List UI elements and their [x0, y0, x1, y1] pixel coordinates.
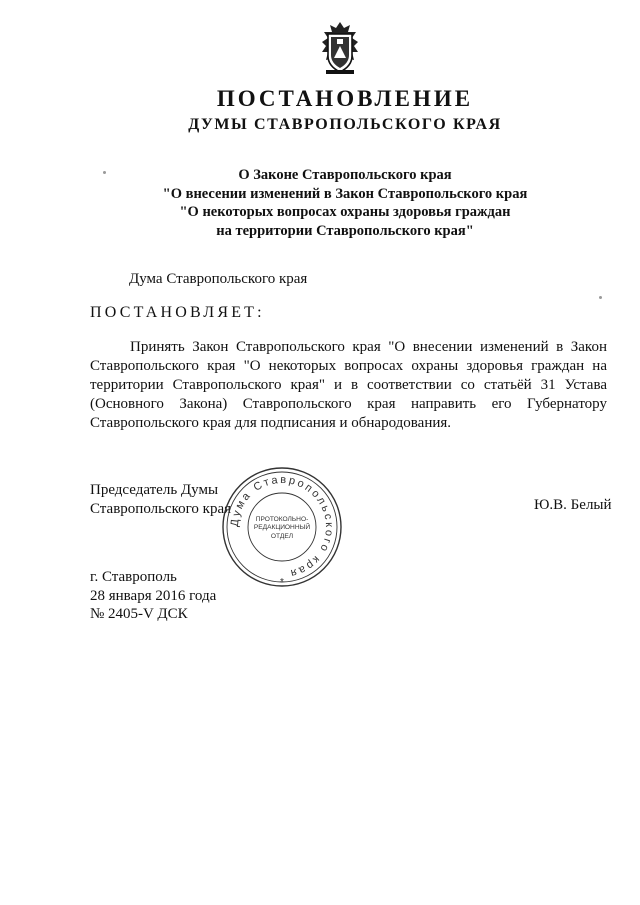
intro-line: Дума Ставропольского края: [129, 271, 308, 287]
stamp-outer-text: Дума Ставропольского края: [228, 473, 336, 580]
stamp-star: *: [280, 577, 284, 588]
signatory-name: Ю.В. Белый: [534, 497, 612, 513]
signatory-title: [90, 481, 231, 519]
scan-speck: [599, 296, 602, 299]
signatory-title-line: Ставропольского края: [90, 501, 231, 517]
stamp-inner-line: ОТДЕЛ: [270, 533, 294, 540]
scan-speck: [103, 171, 106, 174]
law-title-line: на территории Ставропольского края": [216, 222, 474, 239]
document-title: ПОСТАНОВЛЕНИЕ: [216, 86, 474, 111]
stamp-inner-line: РЕДАКЦИОННЫЙ: [253, 524, 311, 531]
place-date-block: [90, 568, 216, 624]
law-title: [0, 166, 640, 240]
place: г. Ставрополь: [90, 569, 177, 585]
official-stamp: [221, 466, 343, 588]
law-title-line: "О некоторых вопросах охраны здоровья граждан: [179, 204, 511, 220]
signatory-title-line: Председатель Думы: [90, 482, 219, 498]
coat-of-arms-icon: [318, 20, 362, 76]
law-title-line: "О внесении изменений в Закон Ставропольского края: [162, 185, 528, 202]
document-subtitle: ДУМЫ СТАВРОПОЛЬСКОГО КРАЯ: [188, 116, 502, 133]
law-title-line: О Законе Ставропольского края: [238, 167, 452, 183]
stamp-inner-line: ПРОТОКОЛЬНО-: [255, 516, 309, 523]
decree-word: ПОСТАНОВЛЯЕТ:: [90, 304, 265, 321]
resolution-body: Принять Закон Ставропольского края "О внесении изменений в Закон Ставропольского края "О некоторых вопросах охраны здоровья граждан на территории Ставропольского края" и в соответствии со статьёй 31 Устава (Основного Закона) Ставропольского края направить его Губернатору Ставропольского края для подписания и обнародования.: [90, 339, 607, 431]
document-number: № 2405-V ДСК: [90, 606, 188, 622]
date: 28 января 2016 года: [90, 587, 217, 604]
